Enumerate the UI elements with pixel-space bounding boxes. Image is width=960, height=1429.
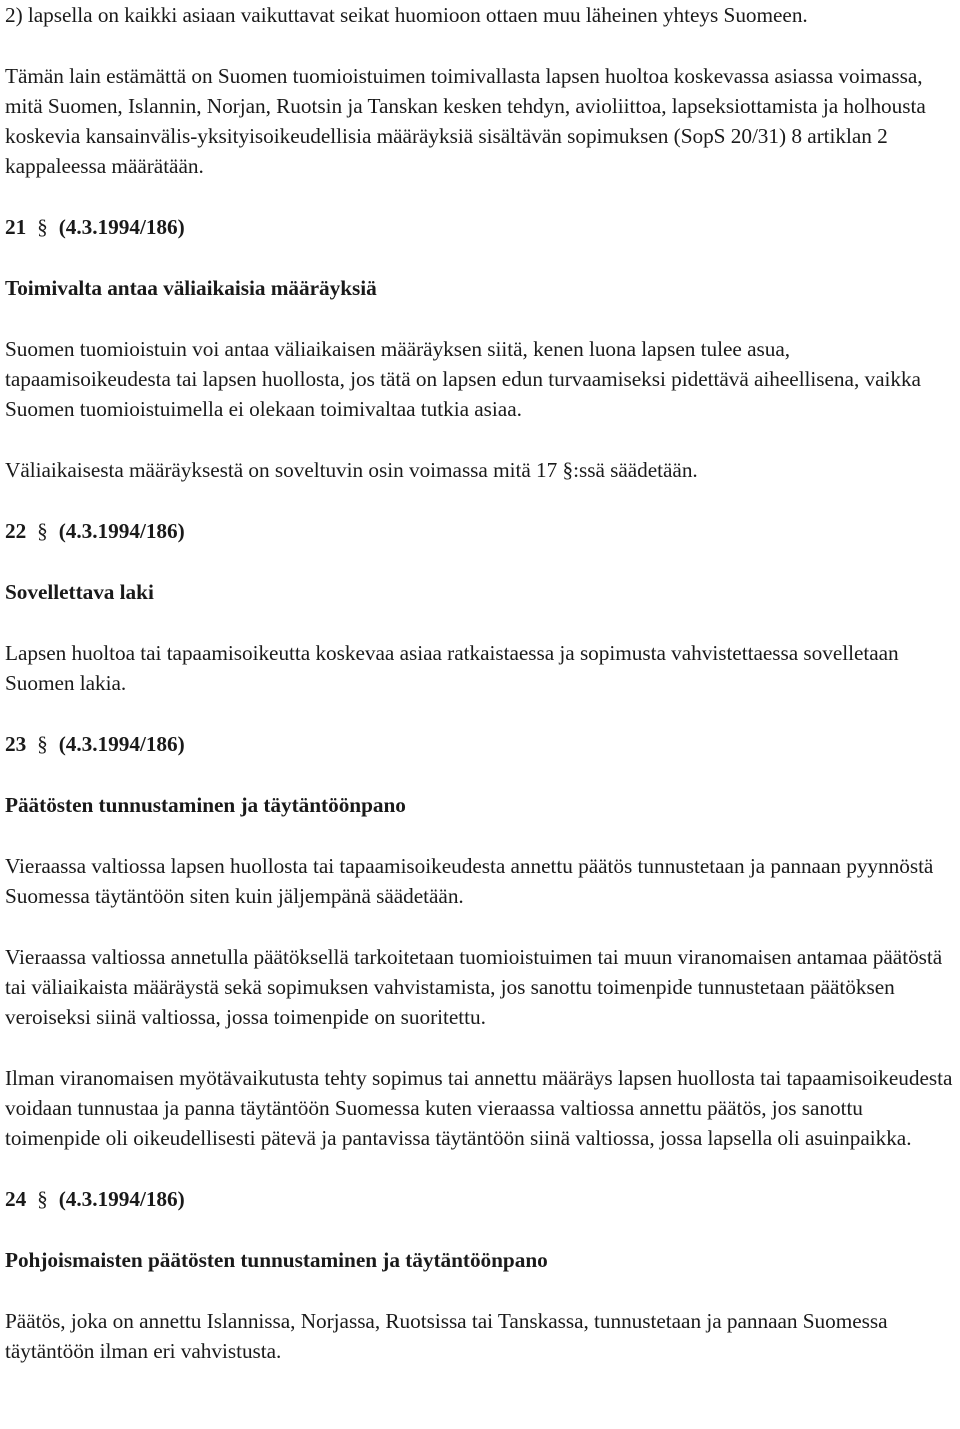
section-number: 24 [5,1187,27,1211]
section-23-title: Päätösten tunnustaminen ja täytäntöönpano [5,793,406,817]
section-23-number [5,729,955,759]
section-24-title: Pohjoismaisten päätösten tunnustaminen ja täytäntöönpano [5,1248,548,1272]
intro-paragraph-1: 2) lapsella on kaikki asiaan vaikuttavat seikat huomioon ottaen muu läheinen yhteys Suomeen. [5,3,808,27]
section-22-title: Sovellettava laki [5,580,154,604]
section-23-paragraph-3: Ilman viranomaisen myötävaikutusta tehty sopimus tai annettu määräys lapsen huollosta tai tapaamisoikeudesta voidaan tunnustaa ja panna täytäntöön Suomessa kuten vieraassa valtiossa annettu päätös, jos sanottu toimenpide oli oikeudellisesti pätevä ja pantavissa täytäntöön siinä valtiossa, jossa lapsella oli asuinpaikka. [5,1066,953,1150]
section-23-paragraph-2: Vieraassa valtiossa annetulla päätöksellä tarkoitetaan tuomioistuimen tai muun viranomaisen antamaa päätöstä tai väliaikaista määräystä sekä sopimuksen vahvistamista, jos sanottu toimenpide tunnustetaan päätöksen veroiseksi siinä valtiossa, jossa toimenpide on suoritettu. [5,945,943,1029]
section-sign-icon: § [37,1187,48,1211]
section-number: 21 [5,215,27,239]
section-24-paragraph-1: Päätös, joka on annettu Islannissa, Norjassa, Ruotsissa tai Tanskassa, tunnustetaan ja pannaan Suomessa täytäntöön ilman eri vahvistusta. [5,1309,888,1363]
section-sign-icon: § [37,215,48,239]
section-21-number [5,212,955,242]
section-amendment: (4.3.1994/186) [58,519,185,543]
intro-paragraph-2: Tämän lain estämättä on Suomen tuomioistuimen toimivallasta lapsen huoltoa koskevassa asiassa voimassa, mitä Suomen, Islannin, Norjan, Ruotsin ja Tanskan kesken tehdyn, avioliittoa, lapseksiottamista ja holhousta koskevia kansainvälis-yksityisoikeudellisia määräyksiä sisältävän sopimuksen (SopS 20/31) 8 artiklan 2 kappaleessa määrätään. [5,64,926,178]
document-page [5,0,955,1397]
section-sign-icon: § [37,732,48,756]
section-21-paragraph-2: Väliaikaisesta määräyksestä on soveltuvin osin voimassa mitä 17 §:ssä säädetään. [5,458,698,482]
section-sign-icon: § [37,519,48,543]
section-amendment: (4.3.1994/186) [58,215,185,239]
section-21-title: Toimivalta antaa väliaikaisia määräyksiä [5,276,377,300]
section-21-paragraph-1: Suomen tuomioistuin voi antaa väliaikaisen määräyksen siitä, kenen luona lapsen tulee asua, tapaamisoikeudesta tai lapsen huollosta, jos tätä on lapsen edun turvaamiseksi pidettävä aiheellisena, vaikka Suomen tuomioistuimella ei olekaan toimivaltaa tutkia asiaa. [5,337,921,421]
section-23-paragraph-1: Vieraassa valtiossa lapsen huollosta tai tapaamisoikeudesta annettu päätös tunnustetaan ja pannaan pyynnöstä Suomessa täytäntöön siten kuin jäljempänä säädetään. [5,854,934,908]
section-number: 23 [5,732,27,756]
section-amendment: (4.3.1994/186) [58,1187,185,1211]
section-number: 22 [5,519,27,543]
section-24-number [5,1184,955,1214]
section-amendment: (4.3.1994/186) [58,732,185,756]
section-22-paragraph-1: Lapsen huoltoa tai tapaamisoikeutta koskevaa asiaa ratkaistaessa ja sopimusta vahvistettaessa sovelletaan Suomen lakia. [5,641,899,695]
section-22-number [5,516,955,546]
